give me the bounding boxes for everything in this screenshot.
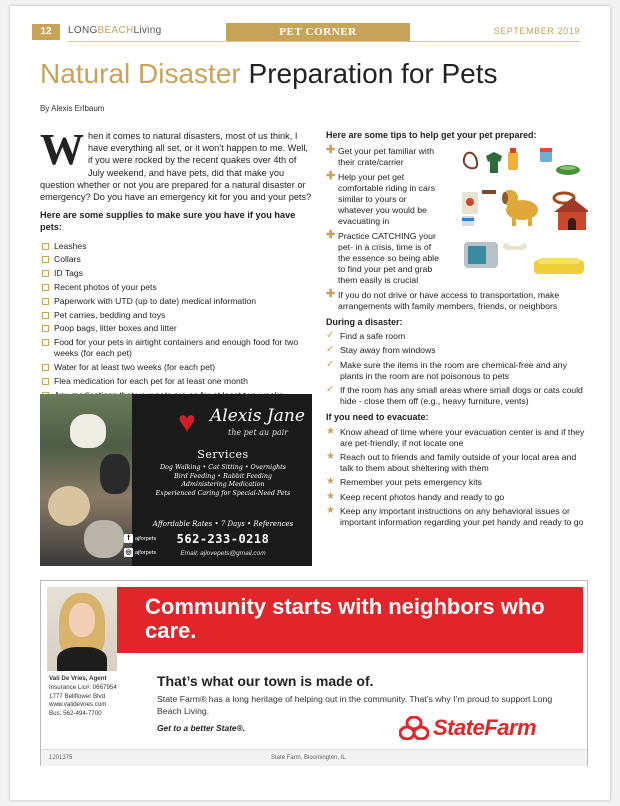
ad-company: State Farm, Bloomington, IL — [271, 755, 346, 761]
supplies-heading: Here are some supplies to make sure you have if you have pets: — [40, 210, 296, 233]
supply-item — [40, 362, 312, 373]
agent-license: Insurance Lic#: 0667954 — [49, 683, 117, 691]
checkbox-icon — [42, 364, 49, 371]
intro-paragraph: When it comes to natural disasters, most of us think, I have everything all set, or it won’t happen to me. Well, if you were rocked by the recent quakes over 4th of July weekend, and have pets, did that make you question whether or not you are prepared for a natural disaster or emergency? Do you have an emergency kit for you and your pets? — [40, 125, 312, 203]
during-item-text: Make sure the items in the room are chemical-free and any plants in the room are not poisonous to pets — [340, 359, 567, 381]
supply-item-text: Leashes — [54, 240, 87, 251]
supply-item — [40, 310, 312, 321]
checkbox-icon — [42, 378, 49, 385]
supply-item-text: Water for at least two weeks (for each pet) — [54, 362, 216, 373]
pet-bed-icon — [534, 258, 584, 274]
section-label: PET CORNER — [226, 23, 410, 41]
ad-slogan: Get to a better State®. — [157, 723, 246, 733]
checkmark-icon: ✓ — [326, 384, 335, 396]
page-header — [10, 22, 610, 42]
agent-info — [49, 675, 145, 719]
ad-footer — [41, 749, 587, 766]
supply-item — [40, 323, 312, 334]
magazine-page — [10, 6, 610, 800]
plus-icon: ✚ — [326, 228, 336, 241]
plus-icon: ✚ — [326, 144, 336, 157]
heart-logo-icon: ♥ — [178, 406, 196, 439]
ad-body-text: State Farm® has a long heritage of helping out in the community. That’s why I’m proud to support Long Beach Living. — [157, 694, 553, 716]
dog-photo — [48, 486, 90, 526]
star-icon: ★ — [326, 451, 335, 463]
checkbox-icon — [42, 243, 49, 250]
during-item-text: Find a safe room — [340, 331, 406, 342]
insurance-ad — [40, 580, 588, 766]
star-icon: ★ — [326, 504, 335, 516]
services-line: Bird Feeding • Rabbit Feeding — [174, 472, 272, 480]
supply-item — [40, 376, 312, 387]
evacuate-item-text: Keep recent photos handy and ready to go — [340, 491, 505, 502]
supply-item — [40, 268, 312, 279]
evacuate-item-text: Remember your pets emergency kits — [340, 477, 482, 488]
checkbox-icon — [42, 325, 49, 332]
ad-code: 1201375 — [49, 755, 73, 761]
supply-item-text: Food for your pets in airtight containers and enough food for two weeks (for each pet) — [54, 337, 299, 359]
article-title: Natural Disaster Preparation for Pets — [40, 58, 498, 89]
dog-photo — [84, 520, 124, 558]
during-item-text: If the room has any small areas where small dogs or cats could hide - close them off (e.g., heavy furniture, vents) — [340, 385, 583, 407]
ad-phone: 562-233-0218 — [176, 532, 270, 546]
checkbox-icon — [42, 270, 49, 277]
spray-bottle-icon — [508, 148, 518, 170]
agent-address: 1777 Bellflower Blvd — [49, 692, 106, 700]
agent-phone: Bus: 562-494-7700 — [49, 710, 102, 718]
evacuate-item — [326, 477, 588, 488]
star-icon: ★ — [326, 425, 335, 437]
ad-banner — [117, 587, 583, 653]
tip-item — [326, 228, 442, 287]
supply-item-text: Paperwork with UTD (up to date) medical information — [54, 295, 257, 306]
evacuate-item — [326, 427, 588, 449]
evacuate-item-text: Know ahead of time where your evacuation center is and if they are pet-friendly, if not locate one — [340, 426, 585, 448]
supply-item-text: Collars — [54, 254, 81, 265]
byline: By Alexis Erlbaum — [40, 104, 105, 113]
supply-item-text: Poop bags, litter boxes and litter — [54, 323, 177, 334]
services-line: Experienced Caring for Special-Need Pets — [155, 489, 291, 497]
ad-subheadline: That’s what our town is made of. — [157, 673, 374, 689]
portrait-body — [57, 647, 107, 671]
star-icon: ★ — [326, 490, 335, 502]
tips-heading: Here are some tips to help get your pet prepared: — [326, 130, 537, 140]
food-bag-icon — [462, 192, 478, 214]
can-icon — [462, 216, 474, 226]
tip-item-text: Get your pet familiar with their crate/carrier — [338, 146, 435, 168]
dog-photo — [100, 454, 130, 494]
evacuate-heading: If you need to evacuate: — [326, 412, 429, 423]
during-item — [326, 331, 588, 342]
ad-rates: Affordable Rates • 7 Days • References — [152, 520, 294, 528]
star-icon: ★ — [326, 476, 335, 488]
medicine-jar-icon — [540, 148, 552, 162]
instagram-icon: ◎ — [125, 549, 132, 556]
checkbox-icon — [42, 339, 49, 346]
supply-item — [40, 241, 312, 252]
evacuate-item-text: Keep any important instructions on any behavioral issues or important information regarding your pet handy and ready to go — [340, 505, 584, 528]
supply-item — [40, 254, 312, 265]
checkbox-icon — [42, 298, 49, 305]
during-heading: During a disaster: — [326, 317, 403, 328]
checkbox-icon — [42, 284, 49, 291]
ad-services — [134, 448, 312, 498]
tip-item — [326, 146, 442, 168]
evacuate-item — [326, 452, 588, 474]
checkmark-icon: ✓ — [326, 330, 335, 342]
supply-item-text: Recent photos of your pets — [54, 282, 157, 293]
plus-icon: ✚ — [326, 169, 336, 182]
header-rule — [68, 41, 580, 42]
evacuate-list — [326, 427, 588, 529]
drop-cap: W — [40, 125, 84, 174]
during-item-text: Stay away from windows — [340, 345, 436, 356]
facebook-icon: f — [124, 534, 133, 543]
checkmark-icon: ✓ — [326, 358, 335, 370]
dog-icon — [502, 190, 538, 226]
ad-email: Email: ajlovepets@gmail.com — [180, 550, 266, 557]
plus-icon: ✚ — [326, 287, 336, 300]
agent-website: www.validevries.com — [49, 701, 107, 709]
during-item — [326, 360, 588, 382]
statefarm-logo-text: StateFarm — [433, 715, 537, 740]
page-number: 12 — [32, 24, 60, 40]
pet-sitter-ad — [40, 394, 312, 566]
pet-supplies-illustration — [458, 146, 588, 286]
bone-icon — [503, 243, 527, 250]
tip-item-text: Help your pet get comfortable riding in cars similar to yours or whatever you would be evacuating in — [338, 171, 436, 227]
during-item — [326, 385, 588, 407]
instagram-handle: ◎ ajforpets — [125, 549, 157, 556]
checkmark-icon: ✓ — [326, 344, 335, 356]
tip-item — [326, 169, 442, 228]
agent-portrait — [47, 587, 117, 671]
brush-icon — [482, 190, 496, 194]
evacuate-item — [326, 506, 588, 528]
magazine-name: LONGBEACHLiving — [68, 25, 162, 36]
left-column — [40, 125, 312, 404]
dog-photo — [70, 414, 106, 448]
supply-item — [40, 282, 312, 293]
ad-photo — [40, 394, 132, 566]
portrait-face — [69, 603, 95, 637]
checkbox-icon — [42, 312, 49, 319]
pet-shirt-icon — [486, 152, 502, 173]
supply-item-text: Flea medication for each pet for at least one month — [54, 376, 248, 386]
tip-item-text: Practice CATCHING your pet- in a crisis, time is of the essence so being able to find your pet and grab them easily is crucial — [338, 230, 439, 286]
services-heading: Services — [197, 448, 249, 461]
tip-item-text: If you do not drive or have access to transportation, make arrangements with family members, friends, or neighbors — [338, 289, 560, 311]
ad-brand: Alexis Jane — [210, 406, 305, 426]
facebook-handle: f ajforpets — [124, 534, 156, 543]
issue-date: SEPTEMBER 2019 — [493, 26, 580, 36]
ad-headline: Community starts with neighbors who care. — [145, 594, 545, 643]
leash-icon — [464, 153, 477, 169]
evacuate-item-text: Reach out to friends and family outside of your local area and talk to them about sheltering with them — [340, 452, 577, 474]
agent-name: Vali De Vries, Agent — [49, 675, 107, 682]
statefarm-logo — [399, 715, 536, 741]
during-list — [326, 331, 588, 407]
tip-item — [326, 287, 588, 312]
statefarm-ovals-icon — [399, 716, 429, 740]
services-line: Dog Walking • Cat Sitting • Overnights — [160, 464, 286, 471]
ad-tagline: the pet au pair — [228, 428, 288, 437]
supply-item-text: ID Tags — [54, 268, 83, 279]
supply-item-text: Pet carries, bedding and toys — [54, 309, 166, 320]
supplies-list — [40, 241, 312, 401]
supply-item — [40, 337, 312, 359]
bowl-icon — [556, 165, 580, 175]
checkbox-icon — [42, 256, 49, 263]
services-line: Administering Medication — [181, 481, 265, 489]
carrier-icon — [464, 242, 498, 268]
during-item — [326, 345, 588, 356]
evacuate-item — [326, 492, 588, 503]
supply-item — [40, 296, 312, 307]
